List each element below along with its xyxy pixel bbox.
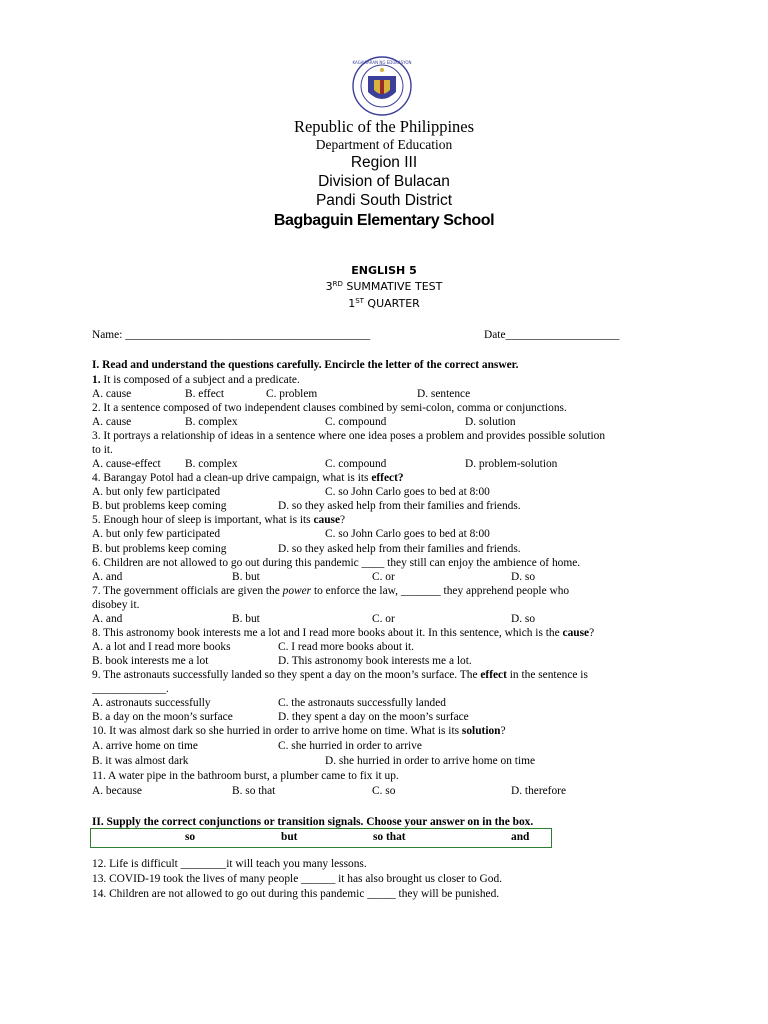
question-13: 13. COVID-19 took the lives of many people ______ it has also brought us closer to God. (92, 873, 503, 885)
deped-seal-logo (352, 56, 412, 116)
question-12: 12. Life is difficult ________it will teach you many lessons. (92, 858, 367, 870)
subject-title: ENGLISH 5 (351, 264, 417, 277)
question-4: 4. Barangay Potol had a clean-up drive campaign, what is its effect? (92, 472, 404, 484)
test-title: 3RD SUMMATIVE TEST (325, 280, 443, 293)
q2-choice-b[interactable]: B. complex (185, 416, 238, 428)
q11-choice-c[interactable]: C. so (372, 785, 396, 797)
department-title: Department of Education (315, 137, 453, 152)
question-1: 1. It is composed of a subject and a predicate. (92, 374, 300, 386)
q5-choice-c[interactable]: C. so John Carlo goes to bed at 8:00 (325, 528, 490, 540)
q4-choice-d[interactable]: D. so they asked help from their families and friends. (278, 500, 521, 512)
q7-choice-c[interactable]: C. or (372, 613, 395, 625)
q4-choice-a[interactable]: A. but only few participated (92, 486, 221, 498)
q11-choice-d[interactable]: D. therefore (511, 785, 567, 797)
question-14: 14. Children are not allowed to go out during this pandemic _____ they will be punished. (92, 888, 500, 900)
q1-choice-c[interactable]: C. problem (266, 388, 318, 400)
q9-choice-c[interactable]: C. the astronauts successfully landed (278, 697, 446, 709)
q11-choice-b[interactable]: B. so that (232, 785, 276, 797)
q10-choice-a[interactable]: A. arrive home on time (92, 740, 198, 752)
q6-choice-d[interactable]: D. so (511, 571, 536, 583)
q9-choice-b[interactable]: B. a day on the moon’s surface (92, 711, 233, 723)
question-5: 5. Enough hour of sleep is important, what is its cause? (92, 514, 346, 526)
part1-instruction: I. Read and understand the questions carefully. Encircle the letter of the correct answer. (92, 359, 519, 371)
word-box (90, 828, 552, 848)
q1-choice-d[interactable]: D. sentence (417, 388, 471, 400)
q11-choice-a[interactable]: A. because (92, 785, 142, 797)
q8-choice-a[interactable]: A. a lot and I read more books (92, 641, 231, 653)
question-3-cont: to it. (92, 444, 113, 456)
q5-choice-b[interactable]: B. but problems keep coming (92, 543, 227, 555)
question-7-cont: disobey it. (92, 599, 140, 611)
q7-choice-d[interactable]: D. so (511, 613, 536, 625)
word-choice-so: so (185, 831, 196, 843)
q7-choice-b[interactable]: B. but (232, 613, 260, 625)
q2-choice-d[interactable]: D. solution (465, 416, 516, 428)
q1-choice-a[interactable]: A. cause (92, 388, 132, 400)
q8-choice-b[interactable]: B. book interests me a lot (92, 655, 209, 667)
date-field[interactable]: Date____________________ (484, 329, 620, 341)
division-title: Division of Bulacan (318, 173, 450, 190)
q3-choice-b[interactable]: B. complex (185, 458, 238, 470)
word-choice-so-that: so that (373, 831, 406, 843)
q3-choice-c[interactable]: C. compound (325, 458, 387, 470)
region-title: Region III (350, 154, 418, 171)
q6-choice-c[interactable]: C. or (372, 571, 395, 583)
q3-choice-a[interactable]: A. cause-effect (92, 458, 161, 470)
part2-instruction: II. Supply the correct conjunctions or transition signals. Choose your answer on in the box. (92, 816, 534, 828)
question-9: 9. The astronauts successfully landed so they spent a day on the moon’s surface. The effect in the sentence is (92, 669, 588, 681)
q1-choice-b[interactable]: B. effect (185, 388, 225, 400)
question-11: 11. A water pipe in the bathroom burst, a plumber came to fix it up. (92, 770, 399, 782)
q8-choice-c[interactable]: C. I read more books about it. (278, 641, 415, 653)
q6-choice-a[interactable]: A. and (92, 571, 123, 583)
q6-choice-b[interactable]: B. but (232, 571, 260, 583)
republic-title: Republic of the Philippines (293, 117, 475, 136)
question-6: 6. Children are not allowed to go out during this pandemic ____ they still can enjoy the ambience of home. (92, 557, 581, 569)
q10-choice-c[interactable]: C. she hurried in order to arrive (278, 740, 422, 752)
question-3: 3. It portrays a relationship of ideas in a sentence where one idea poses a problem and provides possible solution (92, 430, 606, 442)
school-title: Bagbaguin Elementary School (273, 212, 495, 229)
name-field[interactable]: Name: ___________________________________________ (92, 329, 371, 341)
word-choice-but: but (281, 831, 298, 843)
question-8: 8. This astronomy book interests me a lot and I read more books about it. In this sentence, which is the cause? (92, 627, 595, 639)
quarter-title: 1ST QUARTER (348, 297, 420, 310)
q7-choice-a[interactable]: A. and (92, 613, 123, 625)
q10-choice-d[interactable]: D. she hurried in order to arrive home on time (325, 755, 536, 767)
q3-choice-d[interactable]: D. problem-solution (465, 458, 558, 470)
q8-choice-d[interactable]: D. This astronomy book interests me a lot. (278, 655, 472, 667)
q2-choice-a[interactable]: A. cause (92, 416, 132, 428)
seal-text: KAGAWARAN NG EDUKASYON (352, 60, 412, 65)
q9-choice-d[interactable]: D. they spent a day on the moon’s surface (278, 711, 469, 723)
q5-choice-d[interactable]: D. so they asked help from their families and friends. (278, 543, 521, 555)
word-choice-and: and (511, 831, 530, 843)
question-9-cont: _____________. (92, 683, 169, 695)
q5-choice-a[interactable]: A. but only few participated (92, 528, 221, 540)
question-2: 2. It a sentence composed of two independent clauses combined by semi-colon, comma or conjunctions. (92, 402, 567, 414)
q10-choice-b[interactable]: B. it was almost dark (92, 755, 189, 767)
q2-choice-c[interactable]: C. compound (325, 416, 387, 428)
q9-choice-a[interactable]: A. astronauts successfully (92, 697, 211, 709)
question-7: 7. The government officials are given the power to enforce the law, _______ they apprehend people who (92, 585, 570, 597)
district-title: Pandi South District (315, 192, 453, 209)
question-10: 10. It was almost dark so she hurried in order to arrive home on time. What is its solution? (92, 725, 506, 737)
q4-choice-b[interactable]: B. but problems keep coming (92, 500, 227, 512)
q4-choice-c[interactable]: C. so John Carlo goes to bed at 8:00 (325, 486, 490, 498)
